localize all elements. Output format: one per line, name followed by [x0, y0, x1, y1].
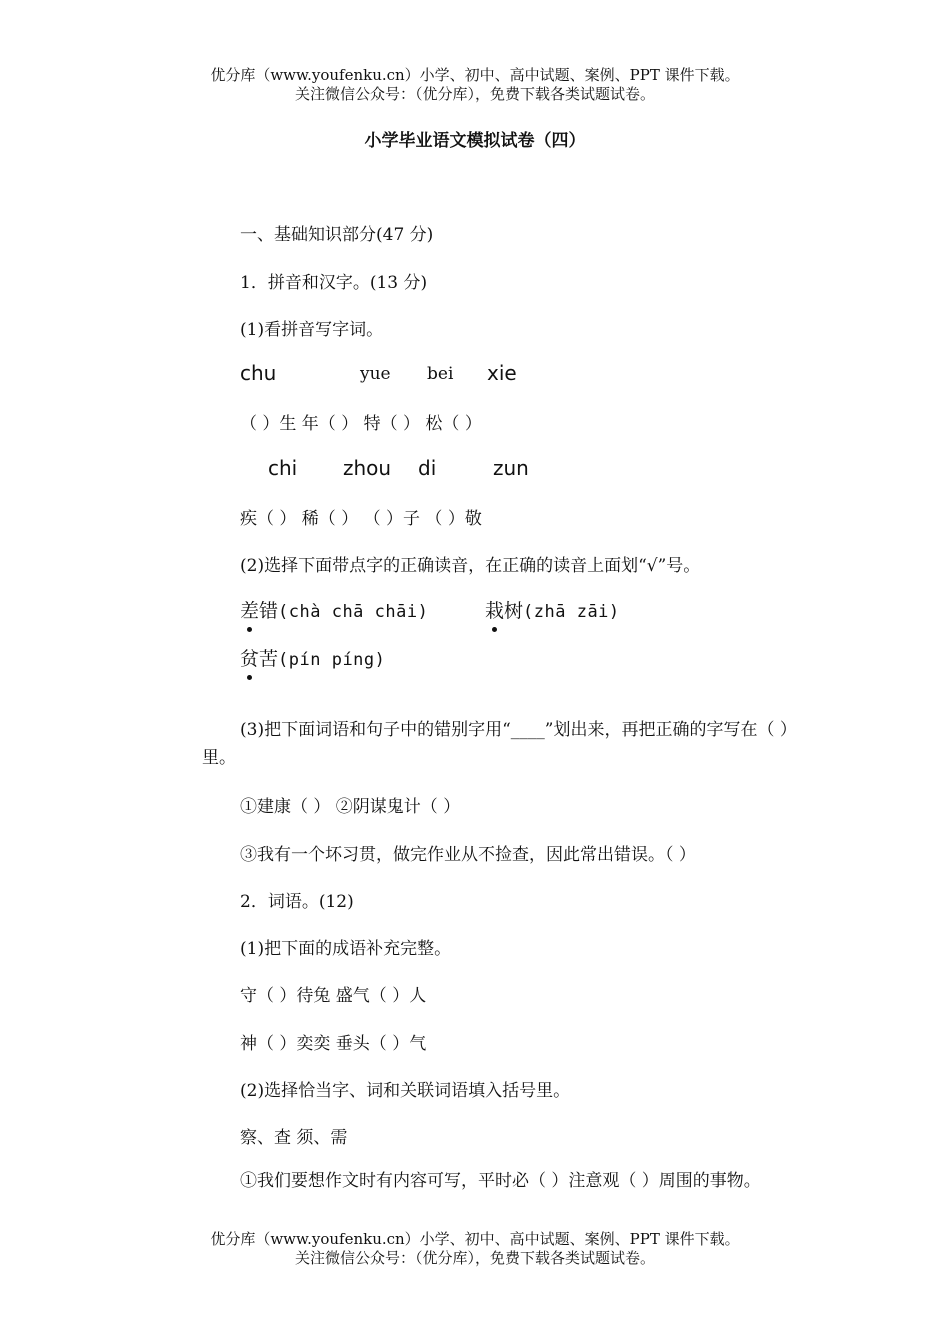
reading-options: (pín píng): [278, 650, 386, 670]
pinyin-zun: zun: [493, 456, 529, 480]
reading-options: (chà chā chāi): [278, 602, 429, 622]
dotted-character: 栽: [485, 596, 504, 623]
reading-word-rest: 树: [504, 600, 524, 622]
footer-line-1: 优分库（www.youfenku.cn）小学、初中、高中试题、案例、PPT 课件下载。: [210, 1230, 740, 1248]
question-1-3-item-a: ①建康（ ） ②阴谋鬼计（ ）: [240, 797, 461, 817]
header-line-2: 关注微信公众号：（优分库），免费下载各类试题试卷。: [294, 85, 655, 103]
question-2-1-instruction: (1)把下面的成语补充完整。: [240, 939, 452, 959]
pinyin-zhou: zhou: [343, 456, 392, 480]
dotted-character: 差: [240, 596, 259, 623]
reading-item-1: [240, 596, 428, 623]
section-heading: 一、基础知识部分(47 分): [240, 225, 434, 245]
page-header: [0, 66, 950, 104]
page-title: 小学毕业语文模拟试卷（四）: [364, 131, 586, 151]
question-1-3-item-b: ③我有一个坏习贯，做完作业从不捡查，因此常出错误。（ ）: [240, 845, 696, 865]
question-2-heading: 2．词语。(12): [240, 892, 354, 912]
page-footer: [0, 1230, 950, 1268]
idioms-row-1: 守（ ）待兔 盛气（ ）人: [240, 986, 427, 1006]
question-1-2-instruction: (2)选择下面带点字的正确读音，在正确的读音上面划“√”号。: [240, 556, 701, 576]
blanks-row-2: 疾（ ） 稀（ ） （ ）子 （ ）敬: [240, 509, 482, 529]
pinyin-chu: chu: [240, 361, 277, 385]
word-choices: 察、查 须、需: [240, 1128, 348, 1148]
header-line-1: 优分库（www.youfenku.cn）小学、初中、高中试题、案例、PPT 课件下载。: [210, 66, 740, 84]
question-2-2-instruction: (2)选择恰当字、词和关联词语填入括号里。: [240, 1081, 571, 1101]
pinyin-yue: yue: [360, 364, 391, 384]
pinyin-di: di: [418, 456, 437, 480]
pinyin-xie: xie: [487, 361, 517, 385]
question-2-2-item-a: ①我们要想作文时有内容可写，平时必（ ）注意观（ ）周围的事物。: [240, 1171, 761, 1191]
reading-item-3: [240, 644, 385, 671]
blanks-row-1: （ ）生 年（ ） 特（ ） 松（ ）: [240, 414, 482, 434]
reading-word-rest: 错: [259, 600, 279, 622]
pinyin-bei: bei: [427, 364, 454, 384]
pinyin-chi: chi: [268, 456, 298, 480]
reading-word-rest: 苦: [259, 648, 279, 670]
dotted-character: 贫: [240, 644, 259, 671]
footer-line-2: 关注微信公众号：（优分库），免费下载各类试题试卷。: [294, 1249, 655, 1267]
question-1-1-instruction: (1)看拼音写字词。: [240, 320, 384, 340]
idioms-row-2: 神（ ）奕奕 垂头（ ）气: [240, 1034, 427, 1054]
question-1-heading: 1．拼音和汉字。(13 分): [240, 273, 428, 293]
reading-options: (zhā zāi): [523, 602, 620, 622]
question-1-3-instruction: (3)把下面词语和句子中的错别字用“____”划出来，再把正确的字写在（ ）里。: [202, 720, 797, 768]
reading-item-2: [485, 596, 620, 623]
